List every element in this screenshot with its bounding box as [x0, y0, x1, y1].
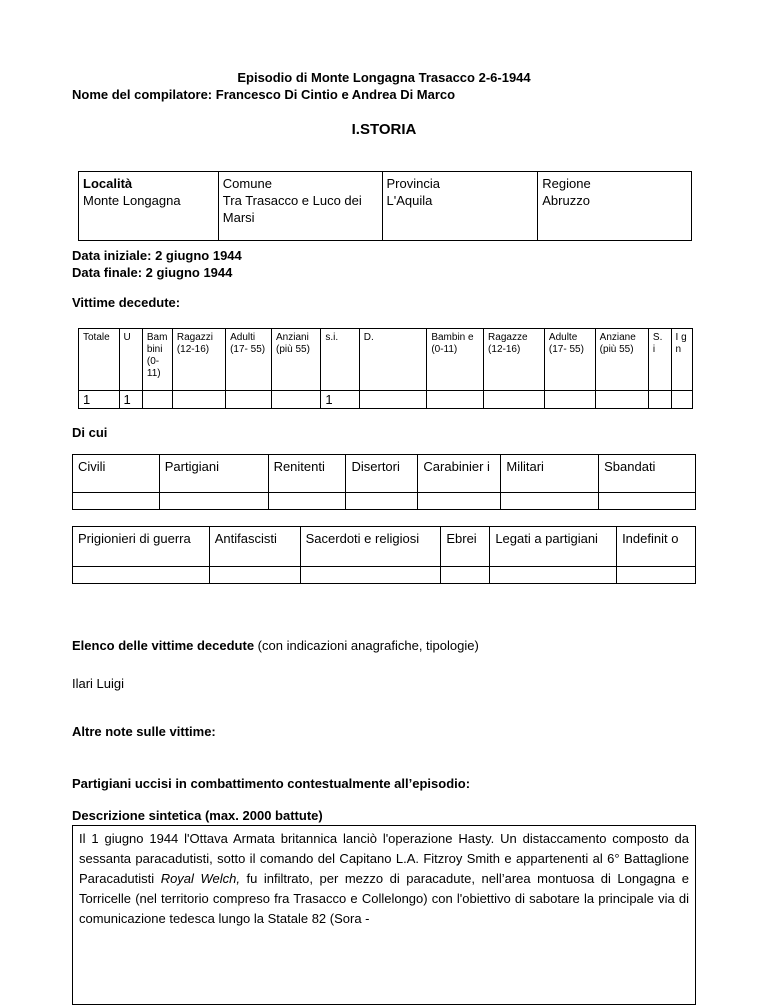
value-disertori [346, 493, 418, 510]
provincia-cell [382, 172, 538, 241]
value-totale: 1 [79, 391, 120, 409]
header-antifascisti: Antifascisti [209, 527, 300, 567]
header-carabinieri: Carabinier i [418, 455, 501, 493]
header-ign: I g n [671, 329, 692, 391]
value-antifascisti [209, 567, 300, 584]
value-anziani [272, 391, 321, 409]
value-legati [490, 567, 617, 584]
victims-table [78, 328, 693, 409]
header-sbandati: Sbandati [599, 455, 696, 493]
header-adulti: Adulti (17- 55) [226, 329, 272, 391]
value-si: 1 [321, 391, 359, 409]
value-prigionieri [73, 567, 210, 584]
header-bambine: Bambin e (0-11) [427, 329, 484, 391]
header-indefinito: Indefinit o [617, 527, 696, 567]
provincia-value: L'Aquila [386, 193, 433, 208]
value-partigiani [159, 493, 268, 510]
section-title: I.STORIA [351, 121, 417, 138]
value-adulti [226, 391, 272, 409]
victims-label: Vittime decedute: [72, 295, 181, 310]
value-renitenti [268, 493, 346, 510]
value-d [359, 391, 427, 409]
end-date: Data finale: 2 giugno 1944 [72, 265, 233, 280]
value-ragazzi [172, 391, 225, 409]
header-anziane: Anziane (più 55) [595, 329, 648, 391]
description-italic: Royal Welch, [160, 871, 240, 886]
header-ragazze: Ragazze (12-16) [484, 329, 545, 391]
comune-label: Comune [222, 176, 272, 191]
header-totale: Totale [79, 329, 120, 391]
regione-cell [538, 172, 692, 241]
description-text-1: Il 1 giugno 1944 l'Ottava Armata britannica lanciò l'operazione Hasty. Un distaccamento composto da sessanta paracadutisti, sotto il comando del Capitano L.A. Fitzroy Smith e appartenenti al 6° Battaglione Paracadutisti [79, 831, 689, 886]
value-militari [501, 493, 599, 510]
episode-title: Episodio di Monte Longagna Trasacco 2-6-1944 [237, 70, 531, 85]
localita-cell [79, 172, 219, 241]
regione-label: Regione [542, 176, 591, 191]
header-bambini: Bam bini (0- 11) [142, 329, 172, 391]
value-s-i [648, 391, 671, 409]
victim-name: Ilari Luigi [72, 676, 125, 691]
start-date: Data iniziale: 2 giugno 1944 [72, 248, 242, 263]
value-indefinito [617, 567, 696, 584]
victims-list-label: Elenco delle vittime decedute [72, 638, 255, 653]
categories-table-1 [72, 454, 696, 510]
value-u: 1 [119, 391, 142, 409]
header-adulte: Adulte (17- 55) [544, 329, 595, 391]
description-text-2: fu infiltrato, per mezzo di paracadute, nell’area montuosa di Longagna e Torricelle (nel territorio compreso fra Trasacco e Collelongo) con l'obiettivo di sabotare la principale via di comunicazione tedesca lungo la Statale 82 (Sora - [79, 871, 690, 926]
partisans-label: Partigiani uccisi in combattimento contestualmente all’episodio: [72, 776, 471, 791]
header-s-i: S. i [648, 329, 671, 391]
comune-cell [218, 172, 382, 241]
header-sacerdoti: Sacerdoti e religiosi [300, 527, 441, 567]
localita-value: Monte Longagna [83, 193, 181, 208]
description-label: Descrizione sintetica (max. 2000 battute) [72, 808, 323, 823]
header-anziani: Anziani (più 55) [272, 329, 321, 391]
victims-list-note: (con indicazioni anagrafiche, tipologie) [254, 638, 479, 653]
regione-value: Abruzzo [542, 193, 590, 208]
comune-value: Tra Trasacco e Luco dei Marsi [222, 193, 362, 225]
localita-label: Località [83, 176, 133, 191]
header-prigionieri: Prigionieri di guerra [73, 527, 210, 567]
header-si: s.i. [321, 329, 359, 391]
header-civili: Civili [73, 455, 160, 493]
header-ebrei: Ebrei [441, 527, 490, 567]
value-ign [671, 391, 692, 409]
header-d: D. [359, 329, 427, 391]
header-u: U [119, 329, 142, 391]
description-box [72, 825, 696, 1005]
other-notes-label: Altre note sulle vittime: [72, 724, 216, 739]
header-partigiani: Partigiani [159, 455, 268, 493]
header-disertori: Disertori [346, 455, 418, 493]
value-bambine [427, 391, 484, 409]
header-ragazzi: Ragazzi (12-16) [172, 329, 225, 391]
value-adulte [544, 391, 595, 409]
dicui-label: Di cui [72, 425, 108, 440]
header-legati: Legati a partigiani [490, 527, 617, 567]
value-ebrei [441, 567, 490, 584]
header-renitenti: Renitenti [268, 455, 346, 493]
value-ragazze [484, 391, 545, 409]
value-bambini [142, 391, 172, 409]
header-militari: Militari [501, 455, 599, 493]
location-table [78, 171, 692, 241]
value-sbandati [599, 493, 696, 510]
victims-list-heading [72, 638, 479, 653]
value-carabinieri [418, 493, 501, 510]
compiler-line: Nome del compilatore: Francesco Di Cintio e Andrea Di Marco [72, 87, 456, 102]
value-anziane [595, 391, 648, 409]
provincia-label: Provincia [386, 176, 440, 191]
value-sacerdoti [300, 567, 441, 584]
categories-table-2 [72, 526, 696, 584]
value-civili [73, 493, 160, 510]
